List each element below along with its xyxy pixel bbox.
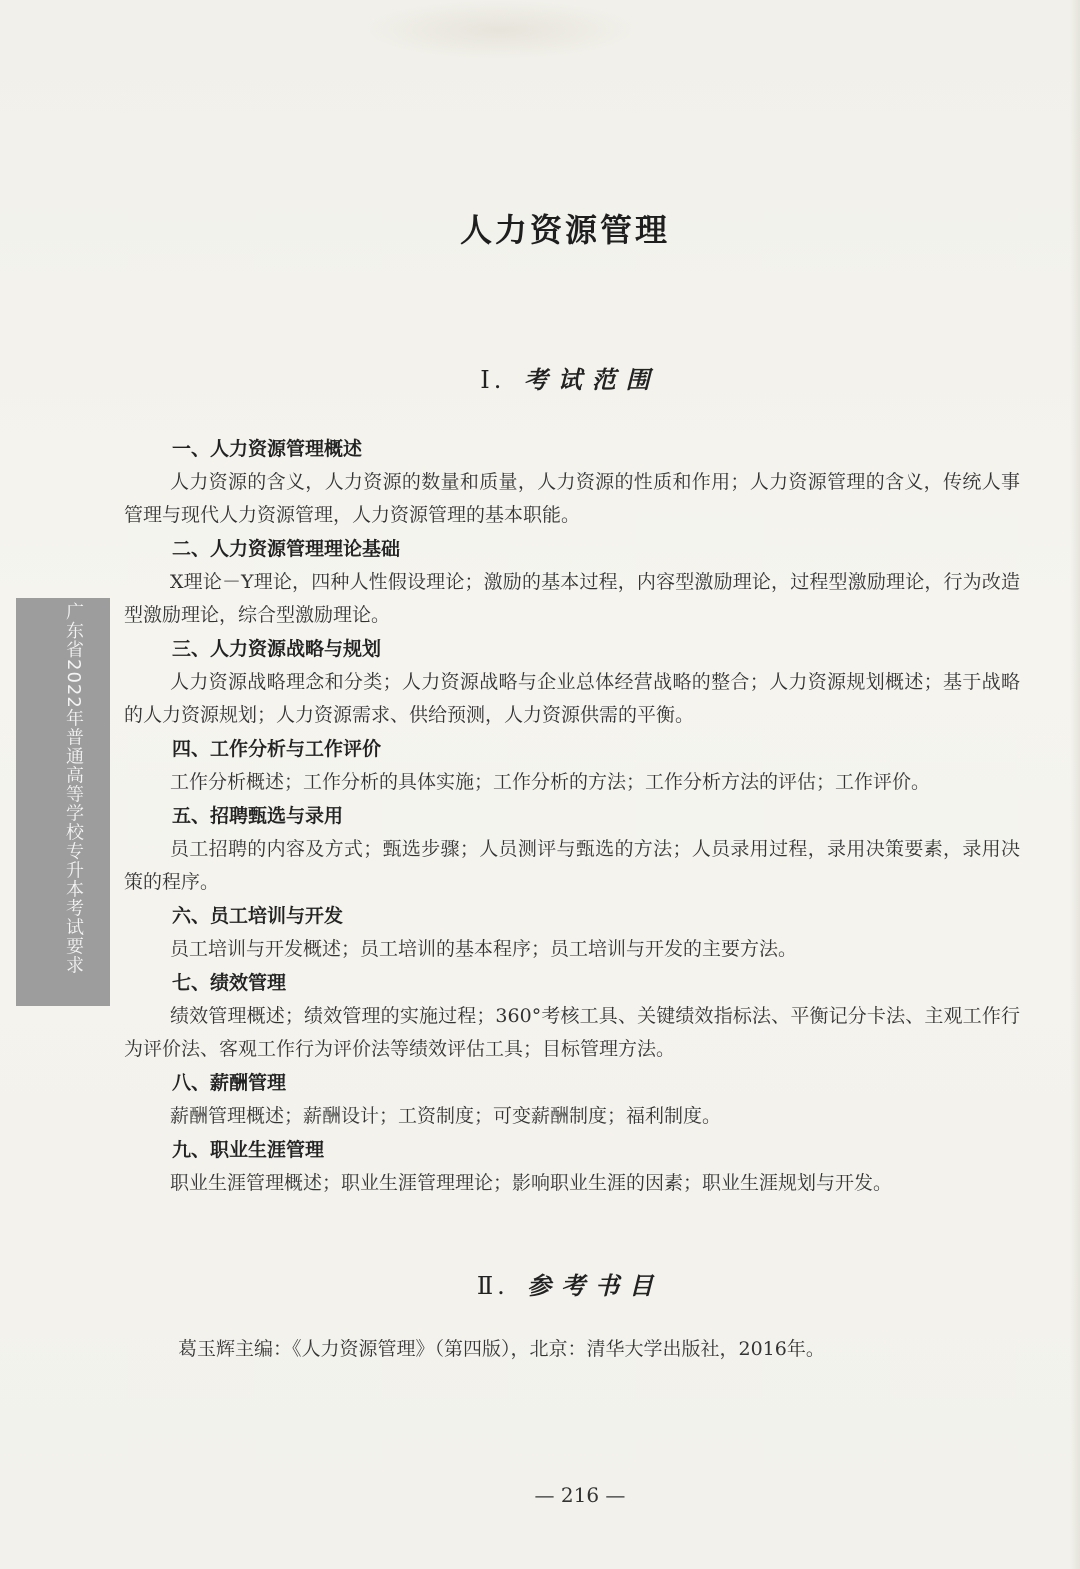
scope-item-body: 员工招聘的内容及方式；甄选步骤；人员测评与甄选的方法；人员录用过程，录用决策要素，录用决策的程序。 [124, 838, 1020, 893]
scope-item-body: 员工培训与开发概述；员工培训的基本程序；员工培训与开发的主要方法。 [170, 938, 798, 960]
scope-item-body: X理论－Y理论，四种人性假设理论；激励的基本过程，内容型激励理论，过程型激励理论，行为改造型激励理论，综合型激励理论。 [124, 571, 1020, 626]
document-title: 人力资源管理 [459, 211, 670, 249]
page-number: — 216 — [534, 1483, 626, 1507]
scope-item [124, 732, 1020, 799]
scope-item-body: 工作分析概述；工作分析的具体实施；工作分析的方法；工作分析方法的评估；工作评价。 [170, 771, 931, 793]
scope-item-body: 绩效管理概述；绩效管理的实施过程；360°考核工具、关键绩效指标法、平衡记分卡法、主观工作行为评价法、客观工作行为评价法等绩效评估工具；目标管理方法。 [124, 1005, 1020, 1060]
exam-scope-list [124, 432, 1020, 1200]
section-heading-references [0, 1266, 1080, 1301]
scope-item-title: 七、绩效管理 [172, 972, 287, 994]
scope-item [124, 532, 1020, 632]
scope-item-title: 五、招聘甄选与录用 [172, 805, 344, 827]
section-label-2: 参考书目 [527, 1271, 664, 1300]
section-heading-scope [0, 360, 1080, 395]
scope-item-body: 薪酬管理概述；薪酬设计；工资制度；可变薪酬制度；福利制度。 [170, 1105, 722, 1127]
scope-item [124, 899, 1020, 966]
scope-item-title: 六、员工培训与开发 [172, 905, 344, 927]
scope-item-body: 人力资源的含义，人力资源的数量和质量，人力资源的性质和作用；人力资源管理的含义，传统人事管理与现代人力资源管理，人力资源管理的基本职能。 [124, 471, 1020, 526]
section-roman-2: Ⅱ. [476, 1272, 509, 1300]
section-label-1: 考试范围 [523, 365, 660, 394]
side-tab-label: 广东省2022年普通高等学校专升本考试要求 [63, 602, 84, 975]
scope-item [124, 1066, 1020, 1133]
scope-item-title: 四、工作分析与工作评价 [172, 738, 382, 760]
reference-entry: 葛玉辉主编：《人力资源管理》（第四版），北京：清华大学出版社，2016年。 [178, 1338, 825, 1360]
scan-smudge [360, 0, 640, 60]
scope-item-title: 一、人力资源管理概述 [172, 438, 363, 460]
scope-item-title: 三、人力资源战略与规划 [172, 638, 382, 660]
scope-item [124, 799, 1020, 899]
scope-item [124, 632, 1020, 732]
scope-item-title: 二、人力资源管理理论基础 [172, 538, 401, 560]
scope-item-title: 九、职业生涯管理 [172, 1139, 325, 1161]
scope-item-body: 人力资源战略理念和分类；人力资源战略与企业总体经营战略的整合；人力资源规划概述；基于战略的人力资源规划；人力资源需求、供给预测，人力资源供需的平衡。 [124, 671, 1020, 726]
scope-item [124, 966, 1020, 1066]
scope-item [124, 432, 1020, 532]
scope-item [124, 1133, 1020, 1200]
section-roman-1: Ⅰ. [480, 366, 506, 394]
scope-item-body: 职业生涯管理概述；职业生涯管理理论；影响职业生涯的因素；职业生涯规划与开发。 [170, 1172, 893, 1194]
scope-item-title: 八、薪酬管理 [172, 1072, 287, 1094]
